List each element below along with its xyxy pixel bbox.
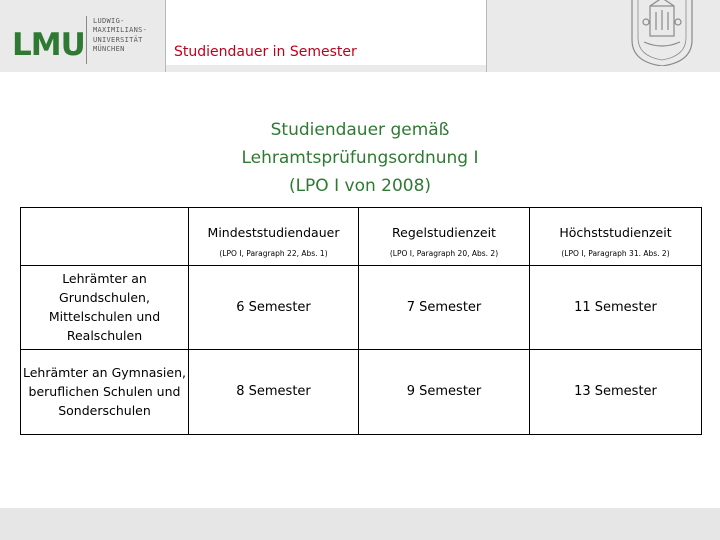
header-title: Studiendauer in Semester [174, 44, 357, 60]
footer-band [0, 508, 720, 540]
table-cell: 9 Semester [359, 349, 530, 434]
study-duration-table [20, 207, 702, 435]
column-header: Höchststudienzeit [530, 208, 702, 243]
header-divider [486, 0, 487, 72]
lmu-logo: LMU [12, 27, 85, 63]
table-row [21, 349, 702, 434]
table-cell: 8 Semester [189, 349, 359, 434]
table-cell: 11 Semester [530, 265, 702, 349]
column-subheader: (LPO I, Paragraph 31. Abs. 2) [530, 242, 702, 265]
main-title [180, 116, 540, 200]
table-cell: 7 Semester [359, 265, 530, 349]
main-title-line: Studiendauer gemäß [270, 120, 450, 140]
university-seal-icon [624, 0, 700, 66]
row-label: Lehrämter an Gymnasien, beruflichen Schulen und Sonderschulen [21, 349, 189, 434]
university-name-line: MÜNCHEN [93, 45, 125, 54]
column-subheader: (LPO I, Paragraph 22, Abs. 1) [189, 242, 359, 265]
column-subheader: (LPO I, Paragraph 20, Abs. 2) [359, 242, 530, 265]
university-name [93, 17, 163, 55]
table-cell: 6 Semester [189, 265, 359, 349]
university-name-line: UNIVERSITÄT [93, 35, 143, 44]
header-divider [165, 0, 166, 72]
column-header: Mindeststudiendauer [189, 208, 359, 243]
column-header: Regelstudienzeit [359, 208, 530, 243]
main-title-line: (LPO I von 2008) [288, 176, 432, 196]
table-cell: 13 Semester [530, 349, 702, 434]
main-title-line: Lehramtsprüfungsordnung I [241, 148, 479, 168]
table-header-row [21, 208, 702, 243]
row-label: Lehrämter an Grundschulen, Mittelschulen und Realschulen [21, 265, 189, 349]
logo-divider [86, 16, 87, 64]
table-corner-cell [21, 208, 189, 266]
university-name-line: LUDWIG- [93, 17, 125, 25]
table-row [21, 265, 702, 349]
university-name-line: MAXIMILIANS- [93, 26, 148, 35]
